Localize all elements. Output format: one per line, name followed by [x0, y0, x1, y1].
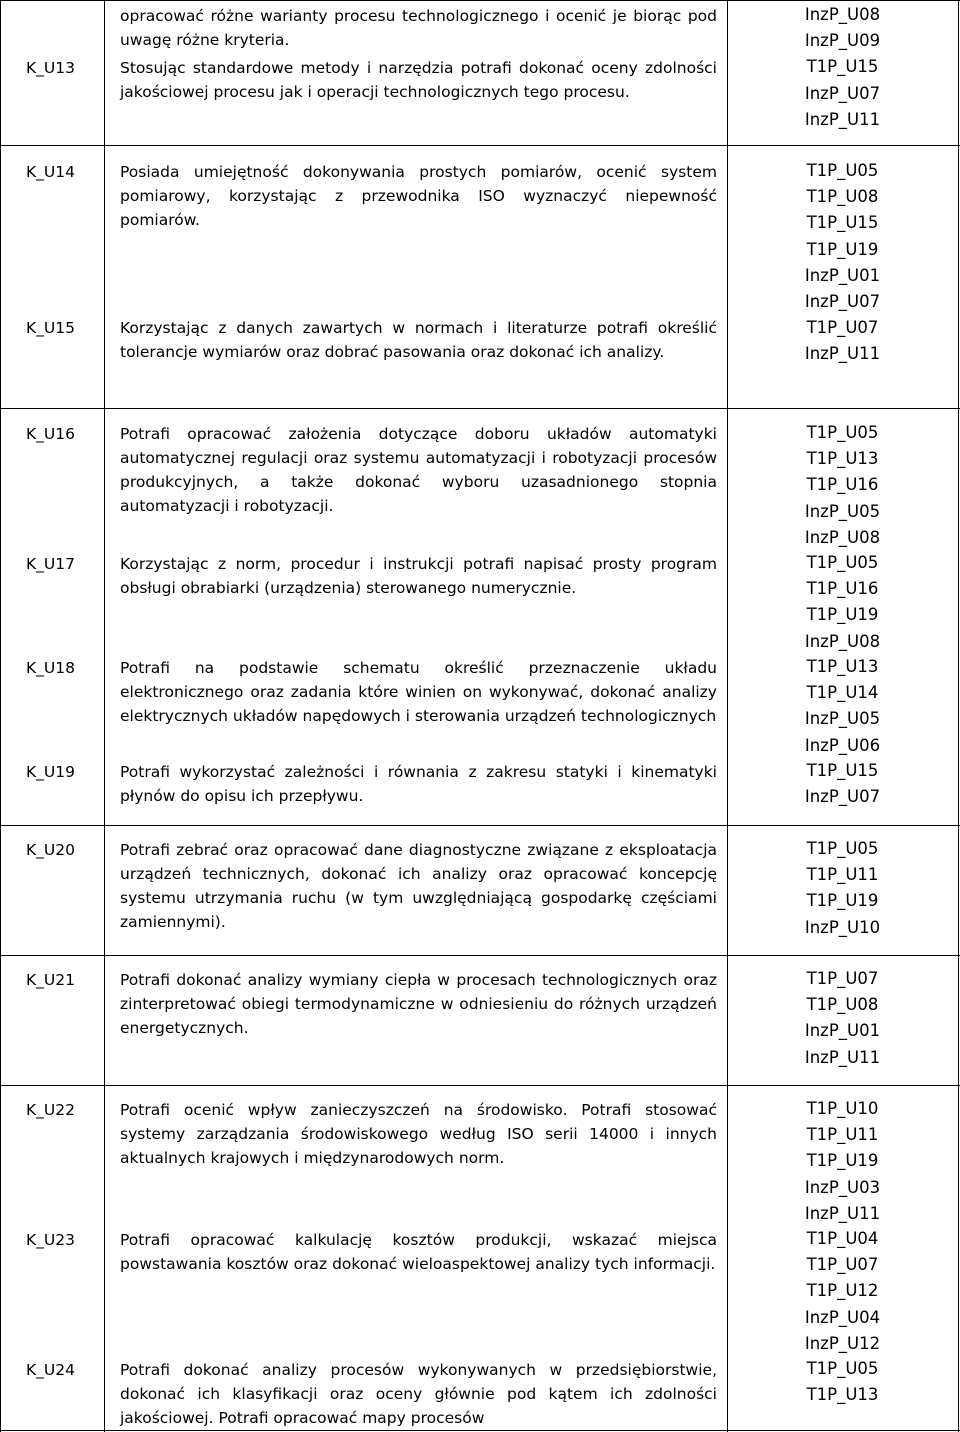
- reference-code: T1P_U05: [806, 553, 879, 572]
- row-references: [735, 836, 950, 941]
- row-description: Potrafi na podstawie schematu określić przeznaczenie układu elektronicznego oraz zadania które winien on wykonywać, dokonać analizy elektrycznych układów napędowych i sterowania urządzeń technologicznych: [120, 659, 717, 725]
- row-references: [735, 1356, 950, 1408]
- reference-code: InzP_U03: [804, 1177, 881, 1197]
- row-description: Korzystając z danych zawartych w normach i literaturze potrafi określić tolerancje wymiarów oraz dobrać pasowania oraz dokonać ich analizy.: [120, 319, 717, 361]
- reference-code: T1P_U19: [806, 605, 879, 625]
- reference-code: InzP_U05: [804, 501, 881, 521]
- reference-code: InzP_U04: [804, 1307, 881, 1327]
- reference-code: InzP_U05: [804, 709, 881, 729]
- reference-code: T1P_U05: [806, 839, 879, 858]
- reference-code: InzP_U12: [804, 1333, 881, 1353]
- row-divider: [0, 825, 960, 826]
- reference-code: InzP_U09: [804, 31, 881, 51]
- reference-code: T1P_U04: [806, 1229, 879, 1248]
- reference-code: T1P_U05: [806, 1359, 879, 1378]
- reference-code: T1P_U13: [806, 449, 879, 469]
- reference-code: InzP_U11: [804, 109, 881, 129]
- row-code: K_U24: [26, 1361, 75, 1379]
- reference-code: T1P_U08: [806, 187, 879, 207]
- row-description: Potrafi opracować kalkulację kosztów produkcji, wskazać miejsca powstawania kosztów oraz dokonać wieloaspektowej analizy tych informacji.: [120, 1231, 717, 1273]
- reference-code: InzP_U06: [804, 735, 881, 755]
- row-references: [735, 1226, 950, 1357]
- row-description: Potrafi dokonać analizy procesów wykonywanych w przedsiębiorstwie, dokonać ich klasyfikacji oraz oceny głównie pod kątem ich zdolności jakościowej. Potrafi opracować mapy procesów: [120, 1361, 717, 1427]
- reference-code: InzP_U08: [804, 527, 881, 547]
- reference-code: T1P_U10: [806, 1099, 879, 1118]
- table-border-left: [0, 0, 1, 1432]
- reference-code: T1P_U05: [806, 161, 879, 180]
- reference-code: T1P_U08: [806, 995, 879, 1015]
- reference-code: InzP_U01: [804, 265, 881, 285]
- reference-code: T1P_U07: [806, 318, 879, 337]
- row-description: Stosując standardowe metody i narzędzia potrafi dokonać oceny zdolności jakościowej procesu jak i operacji technologicznych tego procesu.: [120, 59, 717, 101]
- row-references: [735, 420, 950, 551]
- reference-code: T1P_U12: [806, 1281, 879, 1301]
- row-description: Potrafi dokonać analizy wymiany ciepła w procesach technologicznych oraz zinterpretować obiegi termodynamiczne w odniesieniu do różnych urządzeń energetycznych.: [120, 971, 717, 1037]
- row-code: K_U23: [26, 1231, 75, 1249]
- reference-code: InzP_U07: [804, 787, 881, 807]
- reference-code: T1P_U11: [806, 1125, 879, 1145]
- row-divider: [0, 145, 960, 146]
- row-description: Potrafi zebrać oraz opracować dane diagnostyczne związane z eksploatacja urządzeń technicznych, dokonać ich analizy oraz opracować koncepcję systemu utrzymania ruchu (w tym uwzględniającą gospodarkę częściami zamiennymi).: [120, 841, 717, 931]
- reference-code: InzP_U11: [804, 1203, 881, 1223]
- reference-code: InzP_U10: [804, 917, 881, 937]
- row-description: Potrafi wykorzystać zależności i równania z zakresu statyki i kinematyki płynów do opisu ich przepływu.: [120, 763, 717, 805]
- column-divider: [727, 0, 728, 1432]
- reference-code: T1P_U15: [806, 57, 879, 77]
- column-divider: [104, 0, 105, 1432]
- row-references: [735, 2, 950, 133]
- reference-code: T1P_U15: [806, 761, 879, 780]
- row-references: [735, 158, 950, 315]
- row-divider: [0, 1085, 960, 1086]
- row-code: K_U15: [26, 319, 75, 337]
- reference-code: InzP_U01: [804, 1021, 881, 1041]
- reference-code: T1P_U16: [806, 475, 879, 495]
- reference-code: T1P_U11: [806, 865, 879, 885]
- reference-code: T1P_U19: [806, 891, 879, 911]
- reference-code: InzP_U11: [804, 1047, 881, 1067]
- row-description: Posiada umiejętność dokonywania prostych pomiarów, ocenić system pomiarowy, korzystając z przewodnika ISO wyznaczyć niepewność pomiarów.: [120, 163, 717, 229]
- row-code: K_U21: [26, 971, 75, 989]
- row-references: [735, 1096, 950, 1227]
- row-divider: [0, 955, 960, 956]
- table-border-top: [0, 0, 960, 1]
- reference-code: T1P_U16: [806, 579, 879, 599]
- row-code: K_U14: [26, 163, 75, 181]
- reference-code: T1P_U19: [806, 1151, 879, 1171]
- reference-code: T1P_U19: [806, 239, 879, 259]
- row-references: [735, 654, 950, 759]
- reference-code: T1P_U07: [806, 969, 879, 988]
- row-references: [735, 966, 950, 1071]
- row-code: K_U20: [26, 841, 75, 859]
- row-references: [735, 315, 950, 367]
- row-code: K_U16: [26, 425, 75, 443]
- row-divider: [0, 408, 960, 409]
- table-border-bottom: [0, 1430, 960, 1431]
- reference-code: T1P_U14: [806, 683, 879, 703]
- row-code: K_U18: [26, 659, 75, 677]
- row-code: K_U19: [26, 763, 75, 781]
- row-code: K_U22: [26, 1101, 75, 1119]
- row-code: K_U17: [26, 555, 75, 573]
- row-description: Korzystając z norm, procedur i instrukcji potrafi napisać prosty program obsługi obrabiarki (urządzenia) sterowanego numerycznie.: [120, 555, 717, 597]
- table-border-right: [958, 0, 959, 1432]
- reference-code: InzP_U08: [804, 5, 881, 24]
- reference-code: InzP_U07: [804, 83, 881, 103]
- reference-code: T1P_U05: [806, 423, 879, 442]
- reference-code: InzP_U11: [804, 344, 881, 364]
- row-description: Potrafi opracować założenia dotyczące doboru układów automatyki automatycznej regulacji oraz systemu automatyzacji i robotyzacji procesów produkcyjnych, a także dokonać wyboru uzasadnionego stopnia automatyzacji i robotyzacji.: [120, 425, 717, 515]
- row-description: opracować różne warianty procesu technologicznego i ocenić je biorąc pod uwagę różne kryteria.: [120, 7, 717, 49]
- reference-code: T1P_U13: [806, 1385, 879, 1405]
- reference-code: InzP_U08: [804, 631, 881, 651]
- row-code: K_U13: [26, 59, 75, 77]
- reference-code: T1P_U15: [806, 213, 879, 233]
- row-references: [735, 550, 950, 655]
- reference-code: T1P_U13: [806, 657, 879, 676]
- row-references: [735, 758, 950, 810]
- row-description: Potrafi ocenić wpływ zanieczyszczeń na środowisko. Potrafi stosować systemy zarządzania środowiskowego według ISO serii 14000 i innych aktualnych krajowych i międzynarodowych norm.: [120, 1101, 717, 1167]
- reference-code: T1P_U07: [806, 1255, 879, 1275]
- reference-code: InzP_U07: [804, 292, 881, 312]
